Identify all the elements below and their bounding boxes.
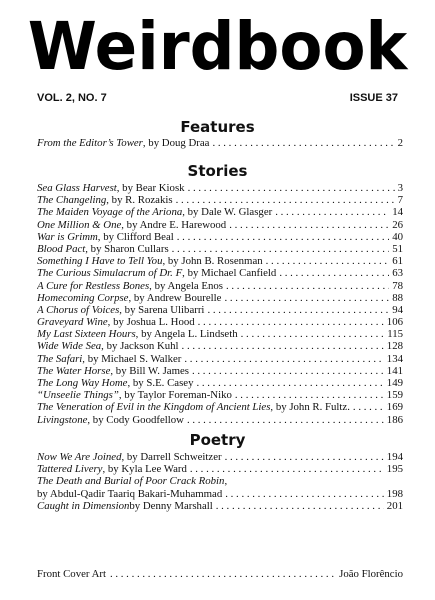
dot-leader <box>275 206 389 218</box>
entry-author: , by Joshua L. Hood <box>107 316 195 329</box>
entry-page: 7 <box>397 194 403 207</box>
toc-entry <box>37 475 403 500</box>
entry-page: 198 <box>386 487 403 500</box>
toc-entry <box>37 194 403 206</box>
entry-page: 51 <box>392 242 403 255</box>
dot-leader <box>235 389 384 401</box>
dot-leader <box>187 414 384 426</box>
entry-author: , by Clifford Beal <box>97 230 174 243</box>
entry-page: 159 <box>386 389 403 402</box>
entry-author: , by Kyla Lee Ward <box>102 463 187 476</box>
toc-entry <box>37 377 403 389</box>
toc-entry <box>37 401 403 413</box>
entry-page: 134 <box>386 352 403 365</box>
dot-leader <box>188 182 395 194</box>
entry-author: , by Sarena Ulibarri <box>119 303 205 316</box>
entry-title: The Veneration of Evil in the Kingdom of Ancient Lies <box>37 401 271 414</box>
entry-title: The Curious Simulacrum of Dr. F <box>37 267 183 280</box>
toc-entry <box>37 267 403 279</box>
entry-author: , by John R. Fultz. <box>270 401 350 414</box>
dot-leader <box>241 328 385 340</box>
dot-leader <box>229 219 389 231</box>
entry-title: Blood Pact <box>37 242 86 255</box>
entry-title: One Million & One <box>37 218 122 231</box>
entry-page: 63 <box>392 267 403 280</box>
issue-info <box>37 92 398 108</box>
toc-entry <box>37 304 403 316</box>
poetry-list <box>37 451 403 513</box>
dot-leader <box>198 316 384 328</box>
volume-number: VOL. 2, NO. 7 <box>37 92 107 104</box>
issue-number: ISSUE 37 <box>349 92 398 104</box>
entry-author: , by Bill W. James <box>110 364 189 377</box>
toc-entry <box>37 137 403 149</box>
toc-entry <box>37 340 403 352</box>
dot-leader <box>192 365 384 377</box>
entry-page: 195 <box>386 463 403 476</box>
toc-entry <box>37 243 403 255</box>
features-list <box>37 137 403 149</box>
dot-leader <box>182 340 384 352</box>
features-heading: Features <box>180 118 255 136</box>
entry-author: , by Michael Canfield <box>182 267 277 280</box>
toc-entry <box>37 389 403 401</box>
toc-entry <box>37 219 403 231</box>
entry-title: Wide Wide Sea <box>37 340 102 353</box>
entry-author: , by Angela Enos <box>149 279 223 292</box>
entry-author: , by Darrell Schweitzer <box>121 451 222 463</box>
entry-title: Now We Are Joined <box>37 451 122 463</box>
toc-entry <box>37 280 403 292</box>
entry-author: , by Bear Kiosk <box>116 182 185 194</box>
entry-page: 78 <box>392 279 403 292</box>
entry-title: The Long Way Home <box>37 377 128 389</box>
entry-page: 201 <box>386 500 403 513</box>
dot-leader <box>172 243 390 255</box>
dot-leader <box>224 292 389 304</box>
toc-entry-line <box>37 488 403 501</box>
toc-entry <box>37 463 403 475</box>
entry-page: 14 <box>392 206 403 219</box>
toc-entry-line <box>37 475 403 487</box>
toc-entry <box>37 231 403 243</box>
toc-entry <box>37 451 403 463</box>
magazine-masthead: Weirdbook <box>27 8 408 85</box>
entry-author: , by Andre E. Harewood <box>121 218 227 231</box>
entry-page: 94 <box>392 303 403 316</box>
entry-title: The Safari <box>37 352 83 365</box>
entry-page: 115 <box>387 328 403 341</box>
entry-page: 26 <box>392 218 403 231</box>
entry-author: , by Angela L. Lindseth <box>135 328 238 341</box>
entry-title: “Unseelie Things” <box>37 389 119 402</box>
entry-page: 2 <box>397 137 403 149</box>
entry-author: , by Doug Draa <box>142 137 210 149</box>
dot-leader <box>266 255 390 267</box>
entry-title: The Water Horse <box>37 364 111 377</box>
dot-leader <box>110 568 335 580</box>
entry-page: 186 <box>386 413 403 426</box>
stories-heading: Stories <box>187 162 248 180</box>
entry-page: 88 <box>392 291 403 304</box>
stories-list <box>37 182 403 426</box>
entry-page: 169 <box>386 401 403 414</box>
entry-page: 141 <box>386 364 403 377</box>
entry-title: Caught in Dimension <box>37 500 130 513</box>
dot-leader <box>207 304 389 316</box>
entry-title: A Chorus of Voices <box>37 303 120 316</box>
dot-leader <box>225 451 384 463</box>
dot-leader <box>226 280 389 292</box>
entry-author: , by Taylor Foreman-Niko <box>118 389 232 402</box>
entry-author: , by Dale W. Glasger <box>182 206 273 219</box>
entry-title: Homecoming Corpse <box>37 291 129 304</box>
entry-author: , by Jackson Kuhl <box>101 340 179 353</box>
toc-entry <box>37 500 403 512</box>
entry-title: The Death and Burial of Poor Crack Robin <box>37 475 225 488</box>
poetry-heading: Poetry <box>189 431 246 449</box>
entry-author: , by John B. Rosenman <box>162 255 263 268</box>
entry-page: 194 <box>386 451 403 463</box>
toc-entry <box>37 414 403 426</box>
dot-leader <box>225 488 384 501</box>
toc-entry <box>37 206 403 218</box>
credit-label: Front Cover Art <box>37 568 106 580</box>
dot-leader <box>176 194 395 206</box>
entry-author: , by Michael S. Walker <box>82 352 182 365</box>
toc-entry <box>37 365 403 377</box>
entry-author: , by R. Rozakis <box>106 194 173 207</box>
entry-page: 149 <box>386 377 403 389</box>
entry-title: Something I Have to Tell You <box>37 255 163 268</box>
dot-leader <box>279 267 389 279</box>
entry-author-continued: by Abdul-Qadir Taariq Bakari-Muhammad <box>37 487 223 500</box>
entry-page: 128 <box>386 340 403 353</box>
toc-entry <box>37 316 403 328</box>
entry-author: , <box>224 475 228 488</box>
toc-entry <box>37 182 403 194</box>
entry-title: Livingstone <box>37 413 88 426</box>
dot-leader <box>353 401 384 413</box>
entry-page: 40 <box>392 230 403 243</box>
entry-author: , by Andrew Bourelle <box>128 291 222 304</box>
cover-art-credit <box>37 568 403 580</box>
entry-author: , by Cody Goodfellow <box>87 413 184 426</box>
entry-author: by Denny Marshall <box>129 500 213 513</box>
entry-title: Graveyard Wine <box>37 316 108 329</box>
entry-title: The Maiden Voyage of the Ariona <box>37 206 183 219</box>
toc-entry <box>37 255 403 267</box>
entry-title: From the Editor’s Tower <box>37 137 143 149</box>
entry-author: , by Sharon Cullars <box>85 242 169 255</box>
entry-title: Sea Glass Harvest <box>37 182 117 194</box>
entry-page: 61 <box>392 255 403 268</box>
entry-author: , by S.E. Casey <box>127 377 194 389</box>
entry-page: 106 <box>386 316 403 329</box>
entry-title: A Cure for Restless Bones <box>37 279 150 292</box>
toc-entry <box>37 353 403 365</box>
entry-title: War is Grimm <box>37 230 98 243</box>
entry-title: My Last Sixteen Hours <box>37 328 136 341</box>
credit-name: João Florêncio <box>339 568 403 580</box>
entry-page: 3 <box>397 182 403 194</box>
dot-leader <box>184 353 383 365</box>
entry-title: Tattered Livery <box>37 463 103 476</box>
dot-leader <box>190 463 384 475</box>
dot-leader <box>216 500 384 512</box>
entry-title: The Changeling <box>37 194 107 207</box>
dot-leader <box>212 137 394 149</box>
toc-entry <box>37 328 403 340</box>
dot-leader <box>196 377 383 389</box>
toc-entry <box>37 292 403 304</box>
dot-leader <box>177 231 389 243</box>
